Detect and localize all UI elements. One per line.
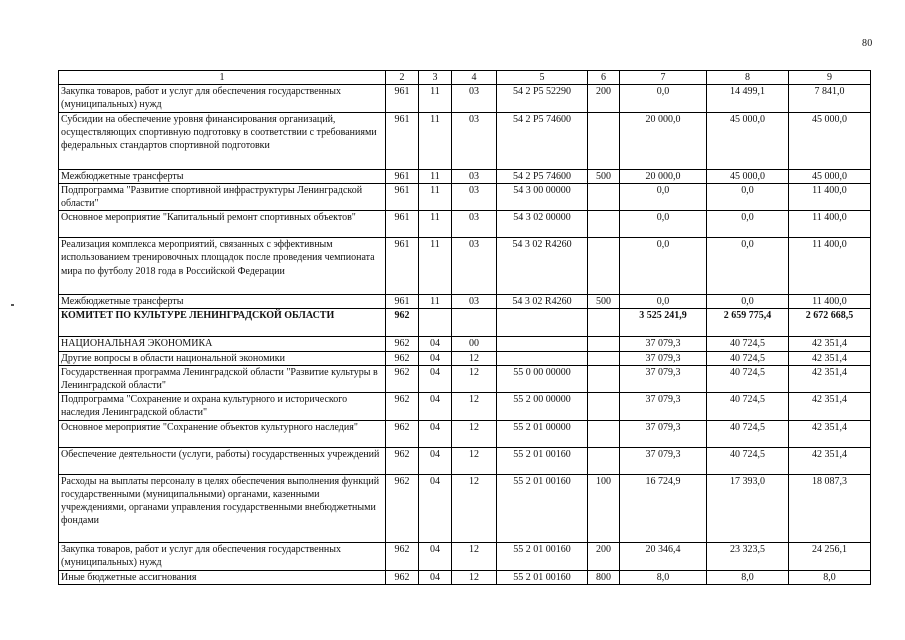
target-article-cell: 54 3 02 R4260 — [497, 295, 588, 309]
subsection-cell: 12 — [452, 447, 497, 474]
row-name-cell: Другие вопросы в области национальной экономики — [59, 351, 386, 365]
amount-col7-cell: 20 346,4 — [620, 542, 707, 570]
header-cell: 7 — [620, 71, 707, 85]
table-header-row — [59, 71, 871, 85]
target-article-cell: 54 2 P5 74600 — [497, 169, 588, 183]
section-cell: 11 — [419, 183, 452, 210]
amount-col9-cell: 11 400,0 — [789, 183, 871, 210]
expense-type-cell: 100 — [588, 474, 620, 542]
amount-col8-cell: 23 323,5 — [707, 542, 789, 570]
target-article-cell: 54 3 02 R4260 — [497, 238, 588, 295]
subsection-cell: 12 — [452, 365, 497, 392]
target-article-cell: 54 2 P5 74600 — [497, 112, 588, 169]
amount-col8-cell: 45 000,0 — [707, 169, 789, 183]
expense-type-cell: 200 — [588, 542, 620, 570]
amount-col7-cell: 8,0 — [620, 570, 707, 584]
amount-col8-cell: 2 659 775,4 — [707, 309, 789, 337]
subsection-cell: 12 — [452, 474, 497, 542]
header-cell: 9 — [789, 71, 871, 85]
expense-type-cell — [588, 183, 620, 210]
table-row — [59, 474, 871, 542]
row-name-cell: Реализация комплекса мероприятий, связанных с эффективным использованием тренировочных площадок после проведения чемпионата мира по футболу 2018 года в Российской Федерации — [59, 238, 386, 295]
row-name-cell: Основное мероприятие "Сохранение объектов культурного наследия" — [59, 420, 386, 447]
amount-col7-cell: 0,0 — [620, 211, 707, 238]
amount-col8-cell: 0,0 — [707, 295, 789, 309]
row-name-cell: Подпрограмма "Развитие спортивной инфраструктуры Ленинградской области" — [59, 183, 386, 210]
expense-type-cell — [588, 393, 620, 420]
amount-col9-cell: 42 351,4 — [789, 351, 871, 365]
target-article-cell — [497, 351, 588, 365]
admin-code-cell: 962 — [386, 542, 419, 570]
expense-type-cell — [588, 420, 620, 447]
amount-col9-cell: 18 087,3 — [789, 474, 871, 542]
amount-col9-cell: 42 351,4 — [789, 420, 871, 447]
header-cell: 1 — [59, 71, 386, 85]
table-row — [59, 447, 871, 474]
amount-col7-cell: 37 079,3 — [620, 365, 707, 392]
amount-col7-cell: 0,0 — [620, 295, 707, 309]
amount-col9-cell: 45 000,0 — [789, 112, 871, 169]
budget-table — [58, 70, 871, 585]
header-cell: 4 — [452, 71, 497, 85]
expense-type-cell — [588, 337, 620, 351]
subsection-cell: 03 — [452, 211, 497, 238]
amount-col7-cell: 20 000,0 — [620, 169, 707, 183]
subsection-cell: 03 — [452, 183, 497, 210]
target-article-cell: 55 0 00 00000 — [497, 365, 588, 392]
amount-col7-cell: 0,0 — [620, 85, 707, 112]
subsection-cell: 12 — [452, 570, 497, 584]
amount-col9-cell: 24 256,1 — [789, 542, 871, 570]
table-row — [59, 309, 871, 337]
amount-col8-cell: 40 724,5 — [707, 420, 789, 447]
amount-col9-cell: 11 400,0 — [789, 295, 871, 309]
subsection-cell: 03 — [452, 169, 497, 183]
target-article-cell — [497, 337, 588, 351]
amount-col9-cell: 8,0 — [789, 570, 871, 584]
amount-col7-cell: 37 079,3 — [620, 420, 707, 447]
subsection-cell: 00 — [452, 337, 497, 351]
expense-type-cell — [588, 211, 620, 238]
target-article-cell: 54 3 00 00000 — [497, 183, 588, 210]
admin-code-cell: 962 — [386, 474, 419, 542]
header-cell: 8 — [707, 71, 789, 85]
section-cell: 04 — [419, 474, 452, 542]
table-row — [59, 351, 871, 365]
header-cell: 6 — [588, 71, 620, 85]
amount-col7-cell: 37 079,3 — [620, 351, 707, 365]
amount-col8-cell: 40 724,5 — [707, 337, 789, 351]
table-row — [59, 85, 871, 112]
table-row — [59, 169, 871, 183]
admin-code-cell: 961 — [386, 85, 419, 112]
expense-type-cell: 800 — [588, 570, 620, 584]
section-cell — [419, 309, 452, 337]
table-row — [59, 238, 871, 295]
admin-code-cell: 962 — [386, 351, 419, 365]
section-cell: 04 — [419, 542, 452, 570]
amount-col8-cell: 40 724,5 — [707, 393, 789, 420]
table-row — [59, 183, 871, 210]
admin-code-cell: 961 — [386, 238, 419, 295]
amount-col8-cell: 8,0 — [707, 570, 789, 584]
target-article-cell: 55 2 01 00160 — [497, 474, 588, 542]
target-article-cell — [497, 309, 588, 337]
expense-type-cell — [588, 365, 620, 392]
section-cell: 04 — [419, 447, 452, 474]
section-cell: 11 — [419, 169, 452, 183]
table-row — [59, 337, 871, 351]
expense-type-cell: 200 — [588, 85, 620, 112]
amount-col7-cell: 37 079,3 — [620, 337, 707, 351]
target-article-cell: 55 2 01 00000 — [497, 420, 588, 447]
row-name-cell: Субсидии на обеспечение уровня финансирования организаций, осуществляющих спортивную подготовку в соответствии с требованиями федеральных стандартов спортивной подготовки — [59, 112, 386, 169]
amount-col9-cell: 2 672 668,5 — [789, 309, 871, 337]
row-name-cell: КОМИТЕТ ПО КУЛЬТУРЕ ЛЕНИНГРАДСКОЙ ОБЛАСТИ — [59, 309, 386, 337]
amount-col8-cell: 45 000,0 — [707, 112, 789, 169]
amount-col8-cell: 17 393,0 — [707, 474, 789, 542]
amount-col8-cell: 0,0 — [707, 211, 789, 238]
row-name-cell: Подпрограмма "Сохранение и охрана культурного и исторического наследия Ленинградской области" — [59, 393, 386, 420]
admin-code-cell: 961 — [386, 183, 419, 210]
target-article-cell: 55 2 01 00160 — [497, 570, 588, 584]
table-row — [59, 112, 871, 169]
amount-col7-cell: 37 079,3 — [620, 447, 707, 474]
page-number: 80 — [862, 38, 873, 49]
amount-col9-cell: 11 400,0 — [789, 211, 871, 238]
expense-type-cell — [588, 447, 620, 474]
row-name-cell: Основное мероприятие "Капитальный ремонт спортивных объектов" — [59, 211, 386, 238]
table-row — [59, 295, 871, 309]
target-article-cell: 55 2 01 00160 — [497, 542, 588, 570]
amount-col7-cell: 37 079,3 — [620, 393, 707, 420]
section-cell: 04 — [419, 337, 452, 351]
admin-code-cell: 962 — [386, 309, 419, 337]
amount-col7-cell: 16 724,9 — [620, 474, 707, 542]
section-cell: 04 — [419, 570, 452, 584]
target-article-cell: 54 2 P5 52290 — [497, 85, 588, 112]
target-article-cell: 55 2 01 00160 — [497, 447, 588, 474]
admin-code-cell: 962 — [386, 337, 419, 351]
admin-code-cell: 961 — [386, 211, 419, 238]
subsection-cell: 03 — [452, 238, 497, 295]
table-row — [59, 542, 871, 570]
amount-col9-cell: 11 400,0 — [789, 238, 871, 295]
header-cell: 3 — [419, 71, 452, 85]
table-row — [59, 365, 871, 392]
amount-col9-cell: 7 841,0 — [789, 85, 871, 112]
expense-type-cell: 500 — [588, 169, 620, 183]
subsection-cell: 12 — [452, 393, 497, 420]
admin-code-cell: 962 — [386, 365, 419, 392]
amount-col8-cell: 40 724,5 — [707, 351, 789, 365]
section-cell: 04 — [419, 393, 452, 420]
subsection-cell: 12 — [452, 351, 497, 365]
expense-type-cell — [588, 351, 620, 365]
section-cell: 11 — [419, 238, 452, 295]
section-cell: 11 — [419, 112, 452, 169]
amount-col7-cell: 0,0 — [620, 183, 707, 210]
amount-col8-cell: 40 724,5 — [707, 447, 789, 474]
admin-code-cell: 962 — [386, 570, 419, 584]
subsection-cell: 12 — [452, 420, 497, 447]
table-row — [59, 211, 871, 238]
section-cell: 04 — [419, 351, 452, 365]
margin-mark — [11, 304, 14, 306]
admin-code-cell: 962 — [386, 420, 419, 447]
expense-type-cell — [588, 112, 620, 169]
row-name-cell: Закупка товаров, работ и услуг для обеспечения государственных (муниципальных) нужд — [59, 542, 386, 570]
amount-col9-cell: 42 351,4 — [789, 393, 871, 420]
subsection-cell: 03 — [452, 295, 497, 309]
admin-code-cell: 962 — [386, 393, 419, 420]
table-row — [59, 420, 871, 447]
admin-code-cell: 961 — [386, 295, 419, 309]
amount-col7-cell: 0,0 — [620, 238, 707, 295]
amount-col9-cell: 42 351,4 — [789, 447, 871, 474]
header-cell: 5 — [497, 71, 588, 85]
amount-col7-cell: 3 525 241,9 — [620, 309, 707, 337]
subsection-cell: 12 — [452, 542, 497, 570]
subsection-cell: 03 — [452, 112, 497, 169]
expense-type-cell — [588, 309, 620, 337]
target-article-cell: 55 2 00 00000 — [497, 393, 588, 420]
admin-code-cell: 962 — [386, 447, 419, 474]
amount-col9-cell: 42 351,4 — [789, 337, 871, 351]
amount-col9-cell: 45 000,0 — [789, 169, 871, 183]
row-name-cell: Государственная программа Ленинградской области "Развитие культуры в Ленинградской области" — [59, 365, 386, 392]
section-cell: 04 — [419, 365, 452, 392]
row-name-cell: Обеспечение деятельности (услуги, работы) государственных учреждений — [59, 447, 386, 474]
expense-type-cell: 500 — [588, 295, 620, 309]
amount-col8-cell: 14 499,1 — [707, 85, 789, 112]
section-cell: 11 — [419, 211, 452, 238]
table-row — [59, 570, 871, 584]
target-article-cell: 54 3 02 00000 — [497, 211, 588, 238]
row-name-cell: Межбюджетные трансферты — [59, 295, 386, 309]
row-name-cell: Расходы на выплаты персоналу в целях обеспечения выполнения функций государственными (муниципальными) органами, казенными учреждениями, органами управления государственными внебюджетными фондами — [59, 474, 386, 542]
amount-col8-cell: 0,0 — [707, 183, 789, 210]
row-name-cell: НАЦИОНАЛЬНАЯ ЭКОНОМИКА — [59, 337, 386, 351]
section-cell: 11 — [419, 295, 452, 309]
section-cell: 11 — [419, 85, 452, 112]
admin-code-cell: 961 — [386, 169, 419, 183]
subsection-cell: 03 — [452, 85, 497, 112]
section-cell: 04 — [419, 420, 452, 447]
table-row — [59, 393, 871, 420]
subsection-cell — [452, 309, 497, 337]
admin-code-cell: 961 — [386, 112, 419, 169]
amount-col7-cell: 20 000,0 — [620, 112, 707, 169]
amount-col8-cell: 40 724,5 — [707, 365, 789, 392]
header-cell: 2 — [386, 71, 419, 85]
expense-type-cell — [588, 238, 620, 295]
row-name-cell: Закупка товаров, работ и услуг для обеспечения государственных (муниципальных) нужд — [59, 85, 386, 112]
amount-col8-cell: 0,0 — [707, 238, 789, 295]
amount-col9-cell: 42 351,4 — [789, 365, 871, 392]
row-name-cell: Иные бюджетные ассигнования — [59, 570, 386, 584]
row-name-cell: Межбюджетные трансферты — [59, 169, 386, 183]
